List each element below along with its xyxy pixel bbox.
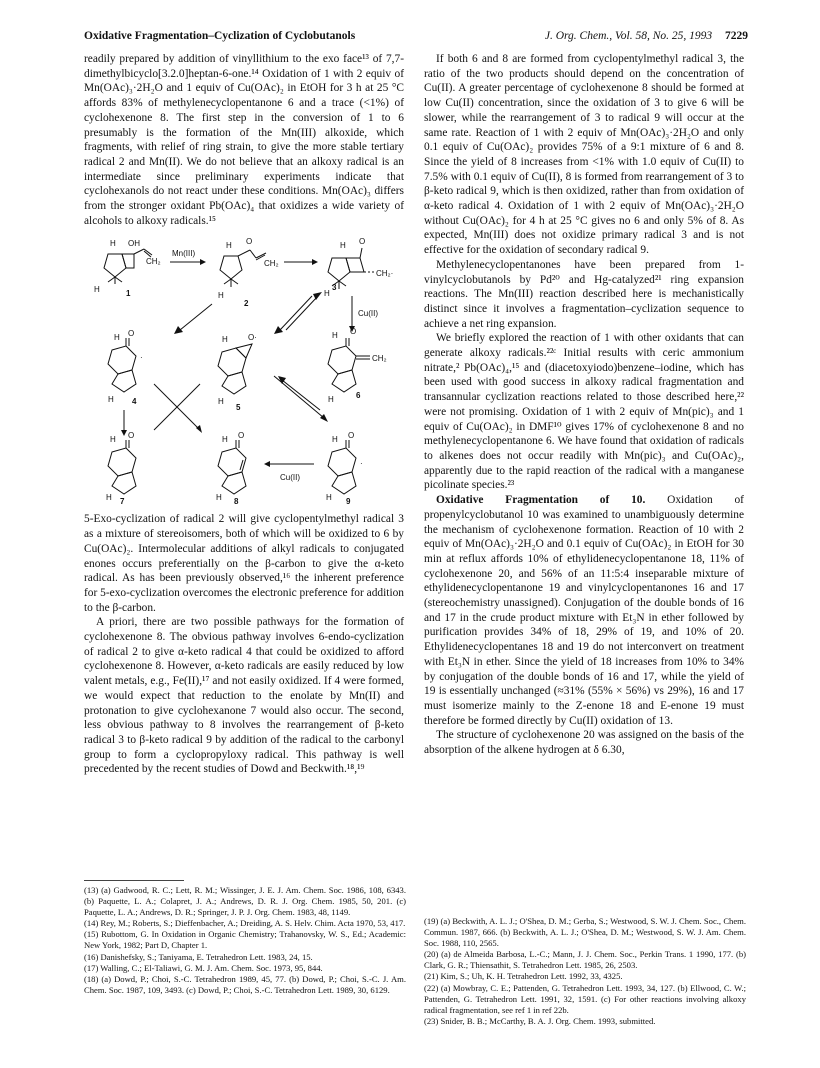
compound-8-o-label: O <box>238 431 245 441</box>
compound-6-ch2-label: CH₂ <box>372 354 387 364</box>
footnotes-left <box>84 880 406 996</box>
right-paragraph-1: If both 6 and 8 are formed from cyclopentylmethyl radical 3, the ratio of the two products should depend on the concentration of Cu(II). A greater percentage of cyclohexenone 8 should be formed at low Cu(II) concentration, since the oxidation of 3 to give 6 will be slower, while the rearrangement of 3 to radical 9 will occur at the same rate. Reaction of 1 with 2 equiv of Mn(OAc)₃·2H₂O and only 0.1 equiv of Cu(OAc)₂ provides 75% of a 9:1 mixture of 6 and 8. Since the yield of 8 increases from <1% with 1.0 equiv of Cu(II) to 7.5% with 0.1 equiv of Cu(II), 8 is formed from rearrangement of 3 to β-keto radical 9, which is then oxidized, rather than from oxidation of α-keto radical 4. Oxidation of 1 with 2 equiv of Mn(OAc)₃·2H₂O without Cu(OAc)₂ for 4 h at 25 °C gives no 6 and only 5% of 8. As expected, Mn(III) does not oxidize primary radical 3 and is not effective for the oxidation of secondary radical 9. <box>424 53 744 257</box>
reagent-cu-ii-lower: Cu(II) <box>280 473 300 483</box>
compound-3-h-label-2: H <box>324 289 330 299</box>
compound-7-number: 7 <box>120 497 125 505</box>
compound-8-h-label-2: H <box>216 493 222 503</box>
footnote-13: (13) (a) Gadwood, R. C.; Lett, R. M.; Wissinger, J. E. J. Am. Chem. Soc. 1986, 108, 6343. (b) Paquette, L. A.; Colapret, J. A.; Andrews, D. R. J. Org. Chem. 1985, 50, 201. (c) Paquette, L. A.; Andrews, D. R.; Springer, J. P. J. Org. Chem. 1983, 48, 1149. <box>84 885 406 918</box>
compound-4-structure <box>108 338 136 392</box>
section-heading-oxidative-fragmentation: Oxidative Fragmentation of 10. <box>436 494 646 507</box>
arrow-9-to-5 <box>282 380 320 410</box>
compound-1-oh-label: OH <box>128 239 140 249</box>
compound-2-ch2-label: CH₂ <box>264 259 279 269</box>
compound-5-number: 5 <box>236 403 241 413</box>
right-column <box>424 52 744 758</box>
compound-9-number: 9 <box>346 497 351 505</box>
arrow-5-to-3-head <box>313 292 322 300</box>
running-head-title: Oxidative Fragmentation–Cyclization of Cyclobutanols <box>84 30 356 42</box>
arrow-1-to-2-head <box>200 259 206 265</box>
right-paragraph-4-text: Oxidation of propenylcyclobutanol 10 was examined to unambiguously determine the mechanism of cyclohexenone formation. Reaction of 10 with 2 equiv of Mn(OAc)₃·2H₂O and 0.1 equiv of Cu(OAc)₂ in EtOH for 30 min at reflux affords 10% of ethylidenecyclopentanone 18, 11% of cyclohexenone 20, and 56% of an 11:5:4 inseparable mixture of ethylidenecyclopentanone 19 and vinylcyclopentanones 16 and 17 (stereochemistry unassigned). Conjugation of the double bonds of 16 and 17 in the crude product mixture with Et₃N in ether followed by purification provides 34% of 18, 29% of 19, and 10% of 20. Ethylidenecyclopentanes 18 and 19 do not interconvert on treatment with Et₃N in ether. Since the yield of 18 increases from 10% to 34% by conjugation of the double bonds of 16 and 17, while the yield of 19 is essentially unchanged (≈31% (55% × 56%) vs 29%), 16 and 17 must isomerize mainly to the Z-enone 18 and E-enone 19 must therefore be formed directly by Cu(II) oxidation of 13. <box>424 494 744 727</box>
compound-2-o-label: O <box>246 237 253 247</box>
reaction-scheme <box>84 234 404 504</box>
compound-8-structure <box>218 440 246 494</box>
footnote-23: (23) Snider, B. B.; McCarthy, B. A. J. Org. Chem. 1993, submitted. <box>424 1015 656 1026</box>
compound-4-h-label-2: H <box>108 395 114 405</box>
footnote-rule <box>84 880 184 881</box>
left-column <box>84 52 404 777</box>
compound-9-radical-dot: · <box>360 459 363 469</box>
compound-6-o-label: O <box>350 327 357 337</box>
compound-9-o-label: O <box>348 431 355 441</box>
compound-9-structure <box>328 440 356 494</box>
compound-2-h-label-2: H <box>218 291 224 301</box>
compound-1-number: 1 <box>126 289 131 299</box>
compound-4-radical-dot: · <box>140 353 143 363</box>
arrow-2-to-4-head <box>174 326 183 334</box>
right-paragraph-3: We briefly explored the reaction of 1 with other oxidants that can generate alkoxy radicals.²²ᶜ Initial results with ceric ammonium nitrate,² Pb(OAc)₄,¹⁵ and (diacetoxyiodo)benzene–iodine, which has been used with good success in alkoxy radical fragmentation and transannular cyclization reactions related to those described here,²² were not promising. Oxidation of 1 with 2 equiv of Mn(pic)₃ and 1 equiv of Cu(OAc)₂ in DMF¹⁰ gives 17% of cyclohexenone 8 and no methylenecyclopentanone 6. We have found that oxidation of radicals to alkenes does not occur readily with Mn(pic)₃ and Cu(OAc)₂, apparently due to the rapid reaction of the radical with a manganese picolinate species.²³ <box>424 332 744 492</box>
reagent-mn-iii: Mn(III) <box>172 249 196 259</box>
compound-7-o-label: O <box>128 431 135 441</box>
compound-4-number: 4 <box>132 397 137 407</box>
running-head-journal <box>545 30 748 42</box>
footnotes-right <box>424 916 746 1027</box>
left-paragraph-3: A priori, there are two possible pathways for the formation of cyclohexenone 8. The obvious pathway involves 6-endo-cyclization of radical 2 to give α-keto radical 4 that could be oxidized to afford cyclohexenone 8. However, α-keto radicals are easily reduced by low valent metals, e.g., Fe(II),¹⁷ and not easily oxidized. If 4 were formed, we would expect that reduction to the enolate by Mn(II) and protonation to give cyclohexanone 7 would also occur. The second, less obvious pathway to 8 involves the rearrangement of β-keto radical 3 to β-keto radical 9 by addition of the radical to the carbonyl group to form a cyclopropyloxy radical. This pathway is well precedented by the recent studies of Dowd and Beckwith.¹⁸,¹⁹ <box>84 616 404 776</box>
arrow-3-to-5-head <box>274 326 283 334</box>
left-paragraph-2: 5-Exo-cyclization of radical 2 will give cyclopentylmethyl radical 3 as a mixture of stereoisomers, both of which will be oxidized to 6 by Cu(OAc)₂. Intermolecular additions of alkyl radicals to conjugated enones occurs preferentially on the β-carbon to give the α-keto radical. As has been previously observed,¹⁶ the inherent preference for 5-exo-cyclization overcomes the electronic preference for addition to the β-carbon. <box>84 513 404 614</box>
footnote-20: (20) (a) de Almeida Barbosa, L.-C.; Mann, J. J. Chem. Soc., Perkin Trans. 1 1990, 177. (b) Clark, G. R.; Thiensathit, S. Tetrahedron Lett. 1985, 26, 2503. <box>424 949 746 971</box>
compound-1-h-label: H <box>110 239 116 249</box>
compound-3-ch2-radical-label: CH₂· <box>376 269 394 279</box>
footnote-18: (18) (a) Dowd, P.; Choi, S.-C. Tetrahedron 1989, 45, 77. (b) Dowd, P.; Choi, S.-C. J. Am. Chem. Soc. 1987, 109, 3493. (c) Dowd, P.; Choi, S.-C. Tetrahedron Lett. 1989, 30, 6129. <box>84 973 406 995</box>
compound-8-h-label: H <box>222 435 228 445</box>
arrow-9-to-8-head <box>264 461 270 467</box>
compound-6-structure <box>328 338 370 392</box>
compound-4-h-label: H <box>114 333 120 343</box>
compound-2-structure <box>220 250 266 287</box>
compound-8-number: 8 <box>234 497 239 505</box>
compound-5-structure <box>218 344 252 394</box>
compound-5-h-label: H <box>222 335 228 345</box>
page-number: 7229 <box>725 30 748 42</box>
footnote-14: (14) Rey, M.; Roberts, S.; Dieffenbacher, A.; Dreiding, A. S. Helv. Chim. Acta 1970, 53, 417. <box>84 918 406 929</box>
footnote-22: (22) (a) Mowbray, C. E.; Pattenden, G. Tetrahedron Lett. 1993, 34, 127. (b) Ellwood, C. W.; Pattenden, G. Tetrahedron Lett. 1991, 32, 1591. (c) For other reactions involving alkoxy radical fragmentation, see ref 1 in ref 22b. <box>424 982 746 1015</box>
compound-6-h-label-2: H <box>328 395 334 405</box>
arrow-3-to-5 <box>280 296 312 330</box>
footnote-15: (15) Rubottom, G. In Oxidation in Organic Chemistry; Trahanovsky, W. S., Ed.; Academic: New York, 1982; Part D, Chapter 1. <box>84 929 406 951</box>
compound-1-h-label-2: H <box>94 285 100 295</box>
compound-5-h-label-2: H <box>218 397 224 407</box>
footnote-21: (21) Kim, S.; Uh, K. H. Tetrahedron Lett. 1992, 33, 4325. <box>424 971 623 982</box>
compound-2-number: 2 <box>244 299 249 309</box>
compound-2-h-label: H <box>226 241 232 251</box>
compound-6-h-label: H <box>332 331 338 341</box>
compound-7-h-label: H <box>110 435 116 445</box>
right-paragraph-4 <box>424 493 744 728</box>
compound-4-o-label: O <box>128 329 135 339</box>
right-paragraph-5: The structure of cyclohexenone 20 was assigned on the basis of the absorption of the alkene hydrogen at δ 6.30, <box>424 729 744 757</box>
compound-7-structure <box>108 440 136 494</box>
journal-citation: J. Org. Chem., Vol. 58, No. 25, 1993 <box>544 30 713 42</box>
footnote-19: (19) (a) Beckwith, A. L. J.; O'Shea, D. M.; Gerba, S.; Westwood, S. W. J. Chem. Soc., Chem. Commun. 1987, 666. (b) Beckwith, A. L. J.; O'Shea, D. M.; Westwood, S. W. J. Am. Chem. Soc. 1988, 110, 2565. <box>424 916 746 949</box>
arrow-2-to-4 <box>180 304 212 330</box>
compound-7-h-label-2: H <box>106 493 112 503</box>
compound-3-h-label: H <box>340 241 346 251</box>
reagent-cu-ii-upper: Cu(II) <box>358 309 378 319</box>
footnote-16: (16) Danishefsky, S.; Taniyama, E. Tetrahedron Lett. 1983, 24, 15. <box>84 951 313 962</box>
compound-9-h-label-2: H <box>326 493 332 503</box>
reaction-scheme-drawing <box>84 234 404 504</box>
arrow-2-to-3-head <box>312 259 318 265</box>
arrow-5-to-3 <box>286 296 318 330</box>
compound-3-o-label: O <box>359 237 366 247</box>
right-paragraph-2: Methylenecyclopentanones have been prepared from 1-vinylcyclobutanols by Pd²⁰ and Hg-catalyzed²¹ ring expansion reactions. The Mn(III) reaction described here is mechanistically distinct since it involves a fragmentation–cyclization sequence to achieve a net ring expansion. <box>424 258 744 330</box>
footnote-17: (17) Walling, C.; El-Taliawi, G. M. J. Am. Chem. Soc. 1973, 95, 844. <box>84 962 323 973</box>
compound-6-number: 6 <box>356 391 361 401</box>
left-paragraph-1: readily prepared by addition of vinyllithium to the exo face¹³ of 7,7-dimethylbicyclo[3.2.0]heptan-6-one.¹⁴ Oxidation of 1 with 2 equiv of Mn(OAc)₃·2H₂O and 1 equiv of Cu(OAc)₂ in EtOH for 3 h at 25 °C affords 83% of methylenecyclopentanone 6 and a trace (<1%) of cyclohexenone 8. The first step in the conversion of 1 to 6 presumably is the formation of the Mn(III) alkoxide, which fragments, with relief of ring strain, to give the more stable tertiary radical 2 and Mn(II). We do not believe that an alkoxy radical is an intermediate since preliminary experiments indicate that cyclohexanols do not react under these conditions. Mn(OAc)₃ differs from the stronger oxidant Pb(OAc)₄ that oxidizes a wide variety of alcohols to alkoxy radicals.¹⁵ <box>84 53 404 227</box>
arrow-4-to-7-head <box>121 430 127 436</box>
compound-9-h-label: H <box>332 435 338 445</box>
compound-1-structure <box>104 249 152 284</box>
compound-5-o-radical-label: O· <box>248 333 257 343</box>
compound-3-number: 3 <box>332 283 337 293</box>
compound-1-ch2-label: CH₂ <box>146 257 161 267</box>
